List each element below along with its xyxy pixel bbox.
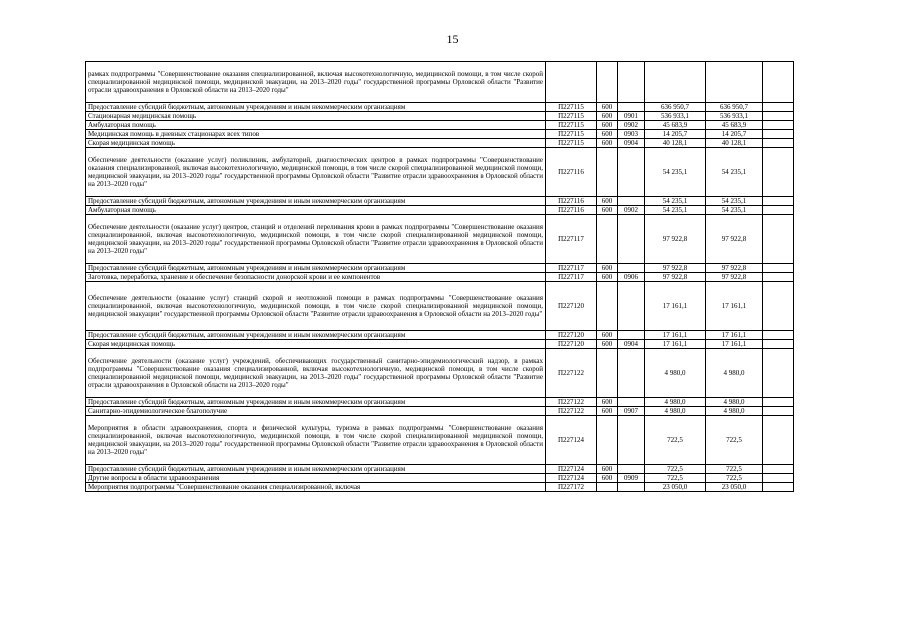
row-rz: 0906 bbox=[618, 273, 645, 282]
row-vr bbox=[597, 215, 618, 264]
table-row bbox=[86, 398, 794, 407]
row-sum-2: 40 128,1 bbox=[706, 139, 763, 148]
row-empty-cell bbox=[763, 130, 794, 139]
row-name: Скорая медицинская помощь bbox=[86, 340, 546, 349]
table-row bbox=[86, 340, 794, 349]
row-rz: 0904 bbox=[618, 139, 645, 148]
row-name: Заготовка, переработка, хранение и обеспечение безопасности донорской крови и ее компонентов bbox=[86, 273, 546, 282]
row-sum-2: 536 933,1 bbox=[706, 112, 763, 121]
table-row bbox=[86, 465, 794, 474]
row-empty-cell bbox=[763, 121, 794, 130]
row-empty-cell bbox=[763, 407, 794, 416]
row-sum-1: 4 980,0 bbox=[645, 349, 706, 398]
table-row bbox=[86, 206, 794, 215]
table-row bbox=[86, 197, 794, 206]
row-sum-1: 4 980,0 bbox=[645, 398, 706, 407]
row-name: Мероприятия в области здравоохранения, спорта и физической культуры, туризма в рамках подпрограммы "Совершенствование оказания специализированной, включая высокотехнологичную, медицинской помощи, в том числе скорой специализированной медицинской помощи, медицинской эвакуации, на 2013–2020 годы" государственной программы Орловской области "Развитие отрасли здравоохранения в Орловской области на 2013–2020 годы" bbox=[86, 416, 546, 465]
row-vr: 600 bbox=[597, 331, 618, 340]
row-vr: 600 bbox=[597, 474, 618, 483]
row-name: Предоставление субсидий бюджетным, автономным учреждениям и иным некоммерческим организациям bbox=[86, 103, 546, 112]
row-rz bbox=[618, 416, 645, 465]
row-sum-2: 17 161,1 bbox=[706, 282, 763, 331]
row-sum-1: 636 950,7 bbox=[645, 103, 706, 112]
table-row bbox=[86, 349, 794, 398]
row-code: П227116 bbox=[546, 148, 597, 197]
row-empty-cell bbox=[763, 62, 794, 103]
table-row bbox=[86, 474, 794, 483]
row-rz bbox=[618, 331, 645, 340]
row-empty-cell bbox=[763, 264, 794, 273]
row-sum-1: 536 933,1 bbox=[645, 112, 706, 121]
row-empty-cell bbox=[763, 282, 794, 331]
row-sum-1: 97 922,8 bbox=[645, 215, 706, 264]
row-name: Предоставление субсидий бюджетным, автономным учреждениям и иным некоммерческим организациям bbox=[86, 331, 546, 340]
row-vr: 600 bbox=[597, 130, 618, 139]
row-name: Обеспечение деятельности (оказание услуг) поликлиник, амбулаторий, диагностических центров в рамках подпрограммы "Совершенствование оказания специализированной, включая высокотехнологичную, медицинской помощи, в том числе скорой специализированной медицинской помощи, медицинской эвакуации, на 2013–2020 годы" государственной программы Орловской области "Развитие отрасли здравоохранения в Орловской области на 2013–2020 годы" bbox=[86, 148, 546, 197]
row-rz bbox=[618, 215, 645, 264]
row-sum-2: 4 980,0 bbox=[706, 407, 763, 416]
row-code: П227122 bbox=[546, 398, 597, 407]
row-name: Другие вопросы в области здравоохранения bbox=[86, 474, 546, 483]
row-sum-2: 45 683,9 bbox=[706, 121, 763, 130]
row-name: Мероприятия подпрограммы "Совершенствование оказания специализированной, включая bbox=[86, 483, 546, 492]
row-sum-2: 17 161,1 bbox=[706, 340, 763, 349]
row-sum-1: 45 683,9 bbox=[645, 121, 706, 130]
row-rz: 0901 bbox=[618, 112, 645, 121]
row-vr: 600 bbox=[597, 121, 618, 130]
row-code: П227115 bbox=[546, 103, 597, 112]
row-vr bbox=[597, 148, 618, 197]
row-vr bbox=[597, 416, 618, 465]
row-sum-2: 54 235,1 bbox=[706, 197, 763, 206]
row-sum-2: 722,5 bbox=[706, 474, 763, 483]
table-row bbox=[86, 148, 794, 197]
row-name: Предоставление субсидий бюджетным, автономным учреждениям и иным некоммерческим организациям bbox=[86, 398, 546, 407]
row-code bbox=[546, 62, 597, 103]
row-vr: 600 bbox=[597, 465, 618, 474]
row-sum-1: 23 050,0 bbox=[645, 483, 706, 492]
row-vr: 600 bbox=[597, 112, 618, 121]
row-vr: 600 bbox=[597, 264, 618, 273]
row-sum-2: 54 235,1 bbox=[706, 148, 763, 197]
row-sum-1: 4 980,0 bbox=[645, 407, 706, 416]
row-name: Предоставление субсидий бюджетным, автономным учреждениям и иным некоммерческим организациям bbox=[86, 465, 546, 474]
row-name: Медицинская помощь в дневных стационарах всех типов bbox=[86, 130, 546, 139]
row-code: П227120 bbox=[546, 340, 597, 349]
row-empty-cell bbox=[763, 139, 794, 148]
row-vr: 600 bbox=[597, 206, 618, 215]
row-sum-1: 722,5 bbox=[645, 465, 706, 474]
row-vr: 600 bbox=[597, 407, 618, 416]
budget-table bbox=[85, 61, 794, 492]
row-code: П227116 bbox=[546, 206, 597, 215]
row-name: Санитарно-эпидемиологическое благополучие bbox=[86, 407, 546, 416]
row-sum-1: 97 922,8 bbox=[645, 264, 706, 273]
row-code: П227117 bbox=[546, 264, 597, 273]
row-sum-1: 17 161,1 bbox=[645, 340, 706, 349]
table-row bbox=[86, 62, 794, 103]
row-rz: 0909 bbox=[618, 474, 645, 483]
row-sum-1: 54 235,1 bbox=[645, 148, 706, 197]
row-empty-cell bbox=[763, 112, 794, 121]
row-empty-cell bbox=[763, 398, 794, 407]
row-rz bbox=[618, 465, 645, 474]
row-code: П227124 bbox=[546, 465, 597, 474]
row-vr: 600 bbox=[597, 103, 618, 112]
row-empty-cell bbox=[763, 474, 794, 483]
row-empty-cell bbox=[763, 349, 794, 398]
row-rz bbox=[618, 264, 645, 273]
row-rz: 0902 bbox=[618, 121, 645, 130]
row-empty-cell bbox=[763, 331, 794, 340]
row-name: Предоставление субсидий бюджетным, автономным учреждениям и иным некоммерческим организациям bbox=[86, 197, 546, 206]
row-empty-cell bbox=[763, 215, 794, 264]
row-sum-2: 97 922,8 bbox=[706, 273, 763, 282]
row-rz bbox=[618, 282, 645, 331]
page-number: 15 bbox=[446, 32, 459, 46]
row-sum-2: 23 050,0 bbox=[706, 483, 763, 492]
row-name: Обеспечение деятельности (оказание услуг) станций скорой и неотложной помощи в рамках подпрограммы "Совершенствование оказания специализированной, включая высокотехнологичную, медицинской помощи, в том числе скорой специализированной медицинской помощи, медицинской эвакуации" государственной программы Орловской области "Развитие отрасли здравоохранения в Орловской области на 2013–2020 годы" bbox=[86, 282, 546, 331]
row-vr: 600 bbox=[597, 340, 618, 349]
row-empty-cell bbox=[763, 483, 794, 492]
row-name: рамках подпрограммы "Совершенствование оказания специализированной, включая высокотехнологичную, медицинской помощи, в том числе скорой специализированной медицинской помощи, медицинской эвакуации, на 2013–2020 годы" государственной программы Орловской области "Развитие отрасли здравоохранения в Орловской области на 2013–2020 годы" bbox=[86, 62, 546, 103]
row-vr: 600 bbox=[597, 139, 618, 148]
row-rz: 0903 bbox=[618, 130, 645, 139]
row-rz bbox=[618, 103, 645, 112]
row-sum-2: 636 950,7 bbox=[706, 103, 763, 112]
row-code: П227117 bbox=[546, 215, 597, 264]
row-vr bbox=[597, 349, 618, 398]
row-code: П227115 bbox=[546, 121, 597, 130]
row-code: П227120 bbox=[546, 282, 597, 331]
row-empty-cell bbox=[763, 197, 794, 206]
row-empty-cell bbox=[763, 273, 794, 282]
table-row bbox=[86, 112, 794, 121]
table-row bbox=[86, 282, 794, 331]
row-code: П227116 bbox=[546, 197, 597, 206]
row-rz: 0907 bbox=[618, 407, 645, 416]
row-code: П227122 bbox=[546, 349, 597, 398]
row-code: П227124 bbox=[546, 416, 597, 465]
row-sum-2: 14 205,7 bbox=[706, 130, 763, 139]
row-sum-1: 17 161,1 bbox=[645, 282, 706, 331]
row-sum-2: 17 161,1 bbox=[706, 331, 763, 340]
row-name: Обеспечение деятельности (оказание услуг) учреждений, обеспечивающих государственный санитарно-эпидемиологический надзор, в рамках подпрограммы "Совершенствование оказания специализированной, включая высокотехнологичную, медицинской помощи, в том числе скорой специализированной медицинской помощи, медицинской эвакуации, на 2013–2020 годы" государственной программы Орловской области "Развитие отрасли здравоохранения в Орловской области на 2013–2020 годы" bbox=[86, 349, 546, 398]
row-name: Предоставление субсидий бюджетным, автономным учреждениям и иным некоммерческим организациям bbox=[86, 264, 546, 273]
row-name: Скорая медицинская помощь bbox=[86, 139, 546, 148]
row-name: Амбулаторная помощь bbox=[86, 206, 546, 215]
row-vr: 600 bbox=[597, 273, 618, 282]
row-name: Обеспечение деятельности (оказание услуг) центров, станций и отделений переливания крови в рамках подпрограммы "Совершенствование оказания специализированной, включая высокотехнологичную, медицинской помощи, в том числе скорой специализированной медицинской помощи, медицинской эвакуации, на 2013–2020 годы" государственной программы Орловской области "Развитие отрасли здравоохранения в Орловской области на 2013–2020 годы" bbox=[86, 215, 546, 264]
row-code: П227115 bbox=[546, 112, 597, 121]
row-empty-cell bbox=[763, 416, 794, 465]
row-sum-1: 17 161,1 bbox=[645, 331, 706, 340]
table-row bbox=[86, 130, 794, 139]
row-rz bbox=[618, 483, 645, 492]
row-empty-cell bbox=[763, 148, 794, 197]
row-rz bbox=[618, 148, 645, 197]
row-rz: 0904 bbox=[618, 340, 645, 349]
table-row bbox=[86, 139, 794, 148]
row-sum-1: 722,5 bbox=[645, 474, 706, 483]
row-rz bbox=[618, 197, 645, 206]
row-rz bbox=[618, 349, 645, 398]
row-sum-1 bbox=[645, 62, 706, 103]
row-sum-2 bbox=[706, 62, 763, 103]
row-code: П227117 bbox=[546, 273, 597, 282]
row-sum-1: 14 205,7 bbox=[645, 130, 706, 139]
row-rz: 0902 bbox=[618, 206, 645, 215]
row-vr: 600 bbox=[597, 398, 618, 407]
row-sum-1: 54 235,1 bbox=[645, 206, 706, 215]
table-row bbox=[86, 264, 794, 273]
table-row bbox=[86, 407, 794, 416]
row-sum-1: 40 128,1 bbox=[645, 139, 706, 148]
table-row bbox=[86, 331, 794, 340]
row-code: П227122 bbox=[546, 407, 597, 416]
row-rz bbox=[618, 398, 645, 407]
row-sum-2: 722,5 bbox=[706, 416, 763, 465]
row-sum-2: 4 980,0 bbox=[706, 349, 763, 398]
row-empty-cell bbox=[763, 340, 794, 349]
row-empty-cell bbox=[763, 465, 794, 474]
row-name: Амбулаторная помощь bbox=[86, 121, 546, 130]
row-vr bbox=[597, 483, 618, 492]
row-empty-cell bbox=[763, 206, 794, 215]
table-row bbox=[86, 273, 794, 282]
row-sum-1: 722,5 bbox=[645, 416, 706, 465]
table-row bbox=[86, 103, 794, 112]
row-code: П227115 bbox=[546, 130, 597, 139]
row-sum-2: 4 980,0 bbox=[706, 398, 763, 407]
row-sum-1: 97 922,8 bbox=[645, 273, 706, 282]
row-sum-2: 722,5 bbox=[706, 465, 763, 474]
row-rz bbox=[618, 62, 645, 103]
row-code: П227115 bbox=[546, 139, 597, 148]
table-row bbox=[86, 121, 794, 130]
row-sum-2: 97 922,8 bbox=[706, 264, 763, 273]
table-row bbox=[86, 416, 794, 465]
row-code: П227172 bbox=[546, 483, 597, 492]
table-row bbox=[86, 483, 794, 492]
row-name: Стационарная медицинская помощь bbox=[86, 112, 546, 121]
row-vr bbox=[597, 62, 618, 103]
row-sum-2: 97 922,8 bbox=[706, 215, 763, 264]
row-sum-2: 54 235,1 bbox=[706, 206, 763, 215]
row-empty-cell bbox=[763, 103, 794, 112]
row-vr: 600 bbox=[597, 197, 618, 206]
row-sum-1: 54 235,1 bbox=[645, 197, 706, 206]
row-code: П227120 bbox=[546, 331, 597, 340]
row-vr bbox=[597, 282, 618, 331]
table-row bbox=[86, 215, 794, 264]
row-code: П227124 bbox=[546, 474, 597, 483]
